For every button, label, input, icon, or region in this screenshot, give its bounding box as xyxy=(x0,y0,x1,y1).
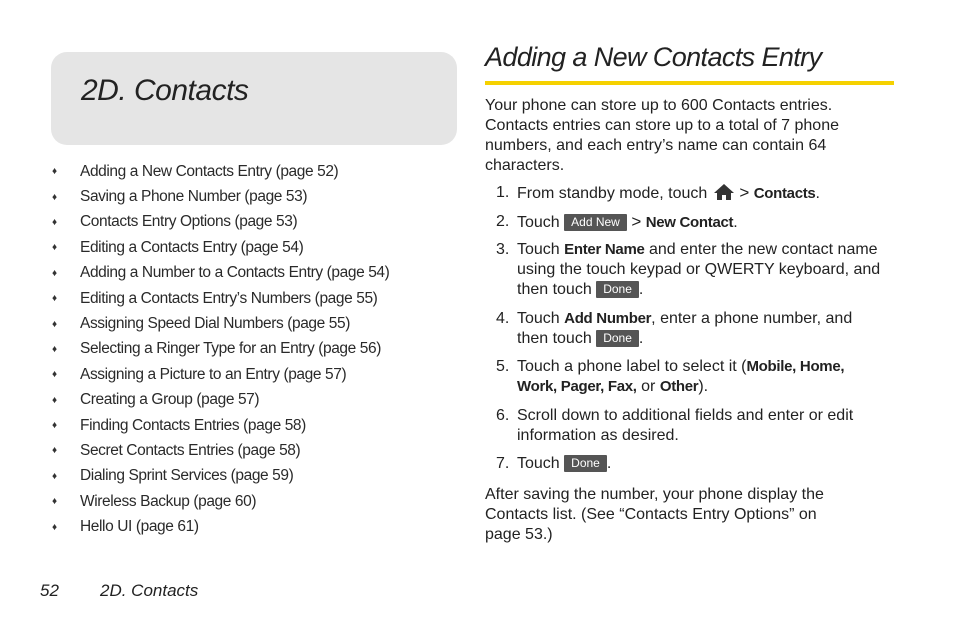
toc-item[interactable]: ♦ Editing a Contacts Entry’s Numbers (page 55) xyxy=(52,289,378,307)
done-button[interactable]: Done xyxy=(596,330,639,347)
step-number: 1. xyxy=(496,184,510,201)
toc-item[interactable]: ♦ Selecting a Ringer Type for an Entry (page 56) xyxy=(52,340,381,358)
chevron-right-icon: > xyxy=(631,212,642,231)
diamond-bullet-icon: ♦ xyxy=(52,445,57,457)
step-key-term: Add Number xyxy=(564,310,652,327)
title-underline-rule xyxy=(485,81,894,85)
chapter-header-box xyxy=(51,52,457,145)
footer-section-title: 2D. Contacts xyxy=(100,581,199,600)
diamond-bullet-icon: ♦ xyxy=(52,343,57,355)
diamond-bullet-icon: ♦ xyxy=(52,318,57,330)
toc-item[interactable]: ♦ Assigning a Picture to an Entry (page 57) xyxy=(52,365,347,383)
step-4: 4. Touch Add Number, enter a phone number, and then touch Done . xyxy=(496,310,853,347)
step-key-term: Contacts xyxy=(753,185,816,202)
diamond-bullet-icon: ♦ xyxy=(52,369,57,381)
diamond-bullet-icon: ♦ xyxy=(52,166,57,178)
diamond-bullet-icon: ♦ xyxy=(52,191,57,203)
toc-item[interactable]: ♦ Wireless Backup (page 60) xyxy=(52,492,257,510)
chevron-right-icon: > xyxy=(739,183,750,202)
done-button[interactable]: Done xyxy=(596,281,639,298)
step-1: 1. From standby mode, touch > Contacts. xyxy=(496,183,820,202)
step-number: 2. xyxy=(496,213,510,230)
diamond-bullet-icon: ♦ xyxy=(52,394,57,406)
toc-item[interactable]: ♦ Creating a Group (page 57) xyxy=(52,391,260,409)
diamond-bullet-icon: ♦ xyxy=(52,521,57,533)
toc-item[interactable]: ♦ Dialing Sprint Services (page 59) xyxy=(52,467,294,485)
toc-item[interactable]: ♦ Hello UI (page 61) xyxy=(52,518,199,536)
toc-item[interactable]: ♦ Adding a Number to a Contacts Entry (page 54) xyxy=(52,264,390,282)
diamond-bullet-icon: ♦ xyxy=(52,216,57,228)
toc-item[interactable]: ♦ Saving a Phone Number (page 53) xyxy=(52,188,308,206)
diamond-bullet-icon: ♦ xyxy=(52,267,57,279)
step-key-term: Mobile, Home, Work, Pager, Fax, xyxy=(517,358,845,395)
home-icon[interactable] xyxy=(713,183,735,201)
step-6: 6. Scroll down to additional fields and enter or edit information as desired. xyxy=(496,407,854,444)
step-key-term: New Contact xyxy=(645,214,734,231)
toc-item[interactable]: ♦ Secret Contacts Entries (page 58) xyxy=(52,441,301,459)
step-number: 4. xyxy=(496,310,510,327)
step-number: 6. xyxy=(496,407,510,424)
diamond-bullet-icon: ♦ xyxy=(52,242,57,254)
chapter-title: 2D. Contacts xyxy=(81,74,249,107)
step-key-term: Other xyxy=(659,378,699,395)
step-3: 3. Touch Enter Name and enter the new contact name using the touch keypad or QWERTY keyboard, and then touch Done . xyxy=(496,241,881,298)
toc-item[interactable]: ♦ Assigning Speed Dial Numbers (page 55) xyxy=(52,315,350,333)
toc-item[interactable]: ♦ Adding a New Contacts Entry (page 52) xyxy=(52,162,339,180)
toc-item[interactable]: ♦ Finding Contacts Entries (page 58) xyxy=(52,416,306,434)
intro-paragraph: Your phone can store up to 600 Contacts entries. Contacts entries can store up to a total of 7 phone numbers, and each entry’s name can contain 64 characters. xyxy=(485,97,839,174)
footer-page-number: 52 xyxy=(40,581,59,600)
step-2: 2. Touch Add New > New Contact. xyxy=(496,212,738,231)
step-7: 7. Touch Done . xyxy=(496,455,612,472)
step-number: 3. xyxy=(496,241,510,258)
toc-item[interactable]: ♦ Editing a Contacts Entry (page 54) xyxy=(52,238,304,256)
done-button[interactable]: Done xyxy=(564,455,607,472)
after-saving-paragraph: After saving the number, your phone display the Contacts list. (See “Contacts Entry Options” on page 53.) xyxy=(485,486,824,543)
diamond-bullet-icon: ♦ xyxy=(52,470,57,482)
diamond-bullet-icon: ♦ xyxy=(52,496,57,508)
step-key-term: Enter Name xyxy=(564,241,645,258)
toc-item[interactable]: ♦ Contacts Entry Options (page 53) xyxy=(52,213,298,231)
step-number: 5. xyxy=(496,358,510,375)
diamond-bullet-icon: ♦ xyxy=(52,420,57,432)
chapter-toc xyxy=(52,159,389,540)
diamond-bullet-icon: ♦ xyxy=(52,293,57,305)
step-5: 5. Touch a phone label to select it (Mobile, Home, Work, Pager, Fax, or Other). xyxy=(496,358,845,395)
step-number: 7. xyxy=(496,455,510,472)
section-title: Adding a New Contacts Entry xyxy=(485,42,822,72)
add-new-button[interactable]: Add New xyxy=(564,214,627,231)
